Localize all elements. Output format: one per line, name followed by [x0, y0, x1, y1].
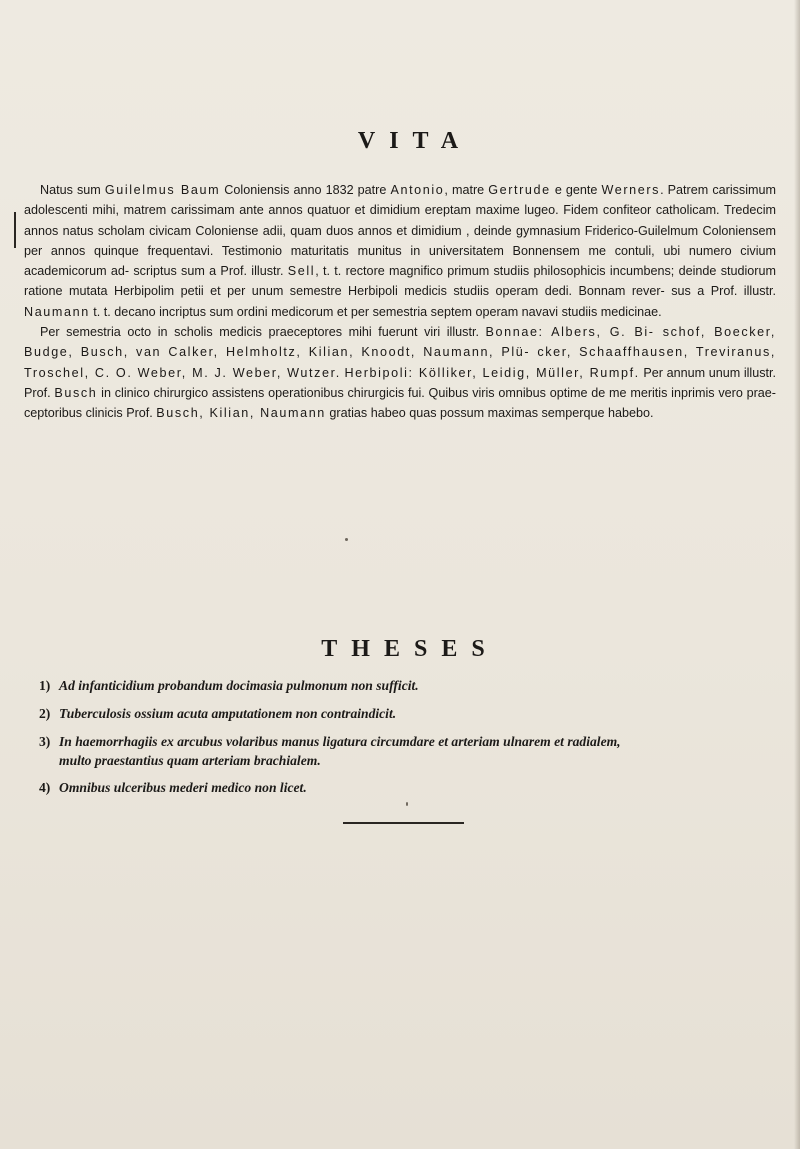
- father-name: Antonio: [390, 183, 445, 197]
- teachers-bonn: Bonnae: Albers, G. Bi- schof, Boecker, Budge, Busch, van Calker, Helmholtz, Kilian, Knoodt, Naumann, Plü- cker, Schaaffhausen, Treviranus, Troschel, C. O. Weber, M. J. Weber, Wutzer.: [24, 325, 776, 380]
- thesis-item: [39, 778, 779, 797]
- thesis-item: [39, 676, 779, 695]
- text-run: , matre: [444, 183, 489, 197]
- vita-paragraph-1: [24, 180, 776, 322]
- text-run: gratias habeo quas possum maximas semperque habebo.: [325, 406, 654, 421]
- person-name: Sell: [287, 264, 316, 279]
- thesis-number: 1): [39, 678, 51, 693]
- text-run: Coloniensis anno 1832 patre: [220, 183, 391, 197]
- margin-mark: [14, 212, 16, 248]
- author-name: Guilelmus Baum: [104, 183, 221, 197]
- thesis-text: Ad infanticidium probandum docimasia pulmonum non sufficit.: [59, 678, 419, 693]
- thesis-number: 3): [39, 734, 51, 749]
- thesis-item-continuation: [39, 751, 779, 770]
- thesis-number: 4): [39, 780, 51, 795]
- thesis-text: multo praestantius quam arteriam brachialem.: [59, 753, 321, 768]
- speck: [345, 538, 348, 541]
- thesis-text: In haemorrhagiis ex arcubus volaribus manus ligatura circumdare et arteriam ulnarem et radialem,: [59, 734, 621, 749]
- person-name: Naumann: [24, 304, 90, 319]
- vita-heading: VITA: [357, 128, 473, 154]
- teachers-wuerzburg: Herbipoli: Kölliker, Leidig, Müller, Rumpf.: [344, 365, 640, 380]
- thesis-text: Omnibus ulceribus mederi medico non licet.: [59, 780, 307, 795]
- thesis-number: 2): [39, 706, 51, 721]
- closing-rule: [343, 822, 464, 824]
- thesis-item: [39, 704, 779, 723]
- text-run: . Patrem carissimum adolescenti mihi, matrem carissimam ante annos quatuor et dimidium ereptam maxime lugeo. Fidem confiteor catholicam. Tredecim annos natus scholam civicam Coloniense adii, quam duos annos et dimidium , deinde gymnasium Friderico-Guilelmum Coloniensem per annos quinque frequentavi. Testimonio maturitatis munitus in universitatem Bonnensem me contuli, ubi numero civium academicorum ad- scriptus sum a Prof. illustr.: [24, 183, 776, 279]
- speck: [406, 802, 408, 806]
- vita-body: [24, 180, 776, 424]
- mother-name: Gertrude: [488, 183, 551, 197]
- text-run: t. t. decano incriptus sum ordini medicorum et per semestria septem operam navavi studiis medicinae.: [89, 304, 662, 319]
- text-run: in clinico chirurgico assistens operationibus chirurgicis fui. Quibus viris omnibus optime de me meritis inprimis vero prae- ceptoribus clinicis Prof.: [24, 385, 776, 421]
- vita-paragraph-2: [24, 322, 776, 423]
- text-run: e gente: [550, 183, 602, 197]
- page-edge-shadow: [794, 0, 800, 1149]
- clinical-teachers: Busch, Kilian, Naumann: [156, 406, 326, 421]
- thesis-text: Tuberculosis ossium acuta amputationem non contraindicit.: [59, 706, 397, 721]
- text-run: , t. t. rectore magnifico primum studiis philosophicis incumbens; deinde studiorum ratione mutata Herbipolim petii et per unum semestre Herbipoli medicis studiis operam dedi. Bonnam rever- sus a Prof. illustr.: [24, 264, 776, 299]
- person-name: Busch: [54, 385, 98, 400]
- text-run: Natus sum: [40, 183, 105, 197]
- thesis-item: [39, 732, 779, 751]
- text-run: Per semestria octo in scholis medicis praeceptores mihi fuerunt viri illustr.: [40, 325, 486, 340]
- theses-heading: THESES: [321, 636, 499, 662]
- text-run: Per annum unum illustr. Prof.: [24, 365, 777, 400]
- family-name: Werners: [601, 183, 661, 197]
